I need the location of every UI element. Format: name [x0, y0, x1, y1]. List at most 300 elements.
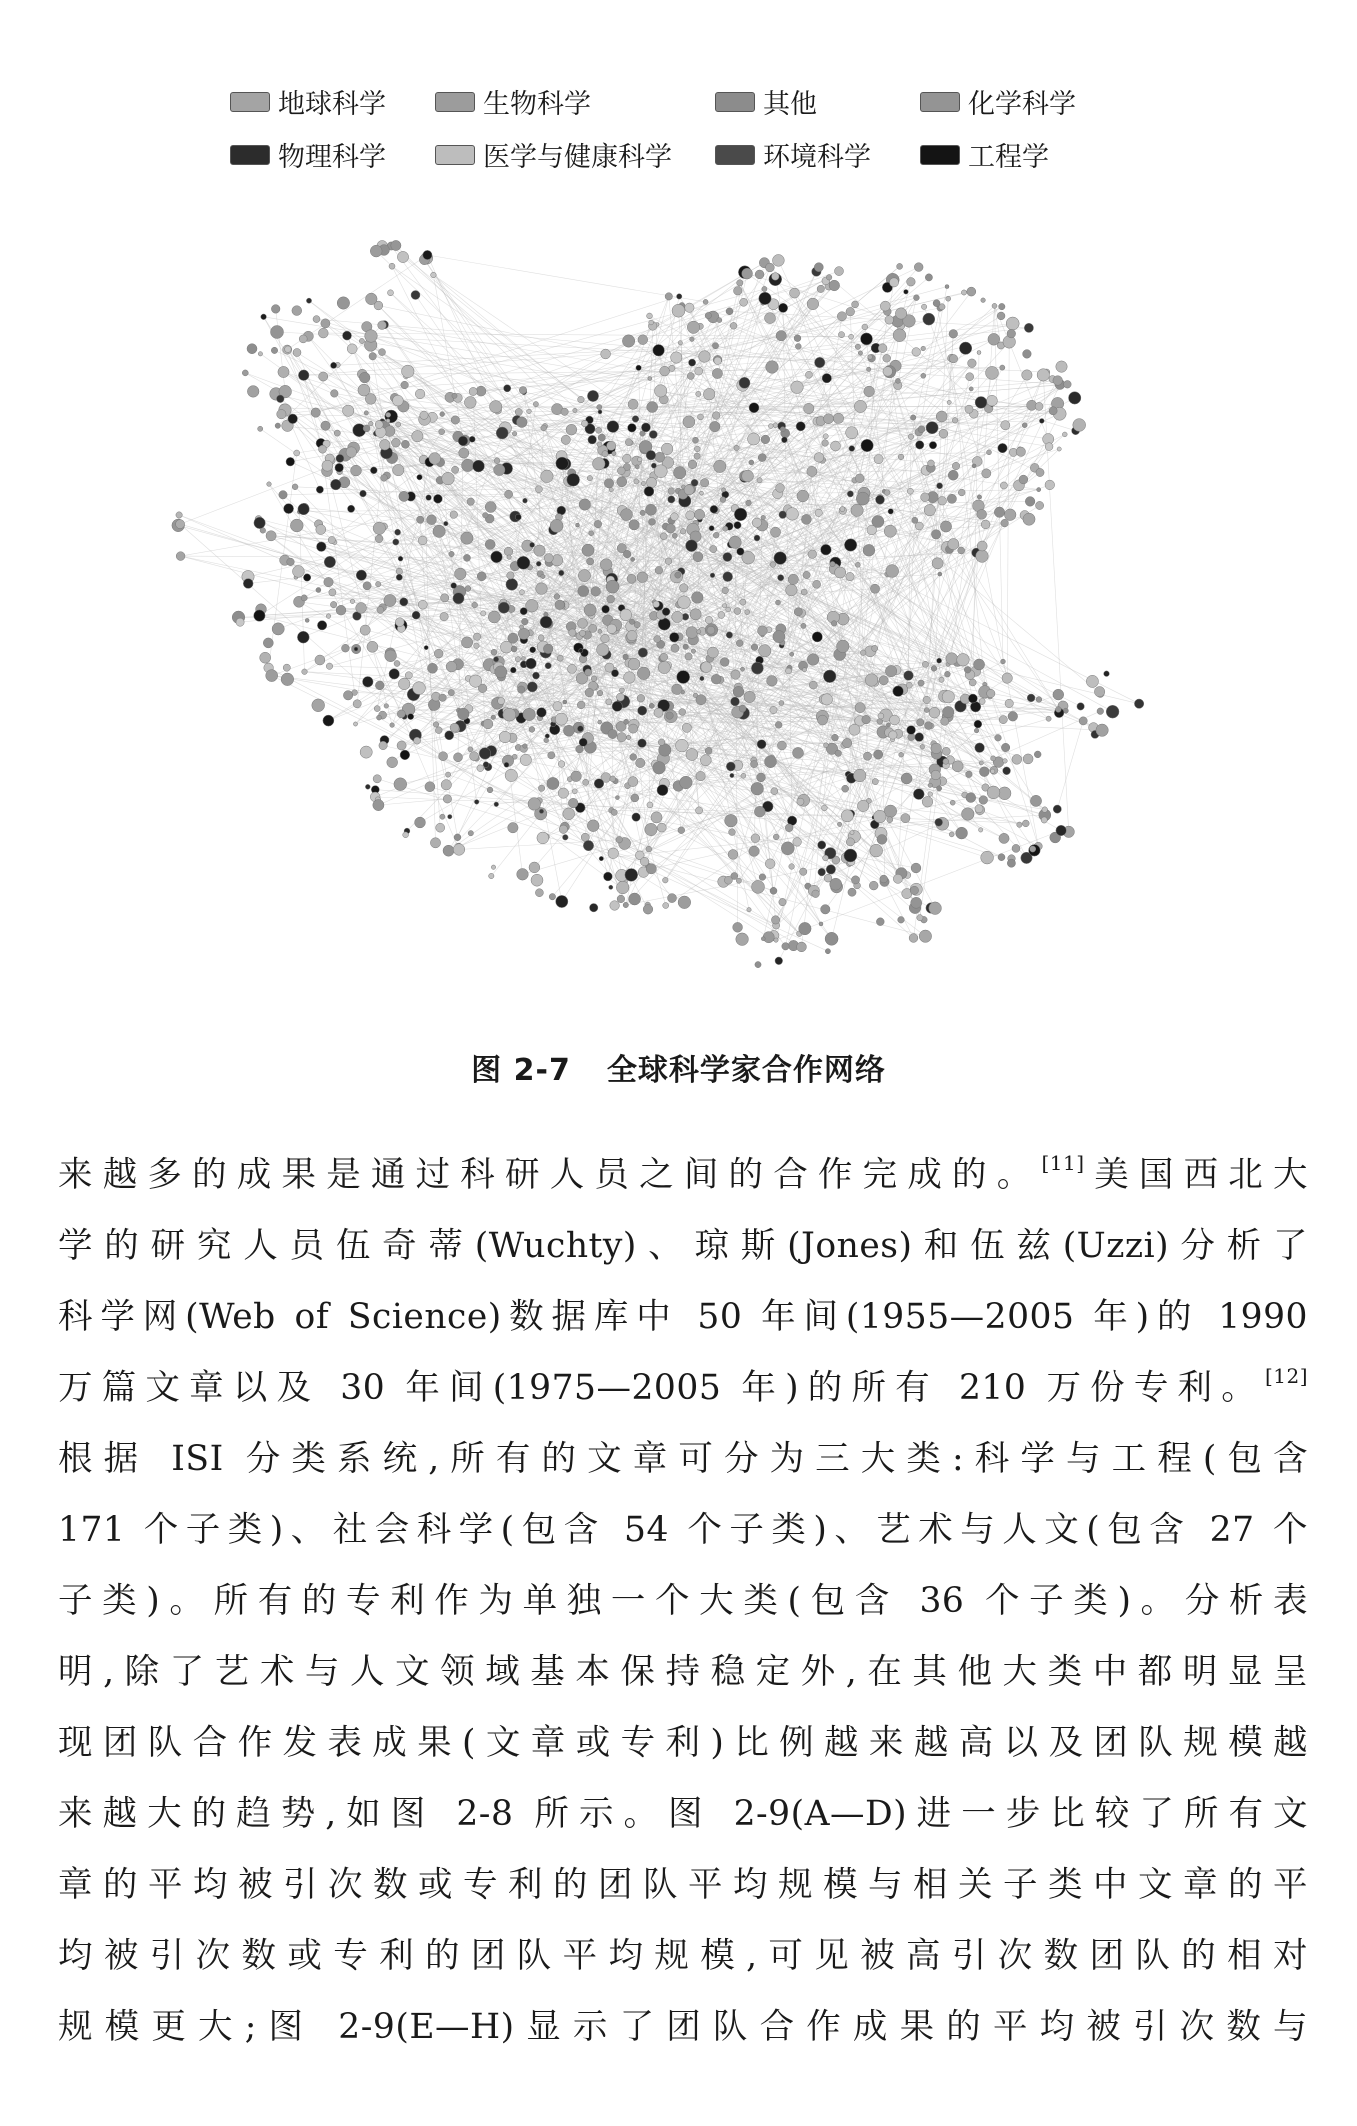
network-node	[741, 773, 746, 778]
network-node	[759, 874, 766, 881]
network-node	[734, 608, 741, 615]
network-node	[347, 344, 357, 354]
network-node	[911, 897, 922, 908]
network-node	[616, 836, 623, 843]
network-node	[677, 294, 682, 299]
network-node	[453, 844, 465, 856]
network-node	[464, 397, 476, 409]
network-node	[452, 466, 459, 473]
network-node	[598, 434, 605, 441]
network-node	[1055, 707, 1061, 713]
network-node	[654, 465, 667, 478]
network-node	[627, 630, 637, 640]
network-node	[833, 413, 843, 423]
network-node	[373, 522, 385, 534]
network-node	[831, 621, 837, 627]
network-node	[641, 423, 650, 432]
legend-item	[230, 135, 435, 174]
network-node	[634, 479, 639, 484]
network-edge	[427, 255, 705, 302]
network-node	[604, 872, 613, 881]
network-node	[863, 752, 871, 760]
network-node	[474, 800, 479, 805]
network-node	[694, 453, 700, 459]
network-node	[1064, 381, 1072, 389]
network-node	[665, 558, 672, 565]
line-text: 美国西北大	[1084, 1155, 1309, 1195]
network-node	[858, 800, 869, 811]
network-node	[770, 887, 777, 894]
network-node	[678, 896, 691, 909]
network-node	[821, 694, 832, 705]
network-node	[904, 290, 909, 295]
network-node	[379, 349, 386, 356]
network-node	[491, 649, 497, 655]
network-node	[510, 667, 516, 673]
network-node	[899, 752, 904, 757]
network-node	[529, 862, 540, 873]
network-node	[931, 666, 937, 672]
network-node	[797, 942, 807, 952]
network-node	[353, 700, 361, 708]
network-node	[499, 731, 511, 743]
network-node	[1053, 689, 1064, 700]
network-node	[636, 365, 641, 370]
network-node	[921, 493, 930, 502]
network-node	[629, 520, 639, 530]
network-node	[744, 691, 755, 702]
network-node	[541, 425, 547, 431]
network-node	[467, 498, 474, 505]
network-node	[392, 438, 401, 447]
network-node	[629, 619, 634, 624]
network-node	[975, 397, 987, 409]
text-line: 现团队合作发表成果(文章或专利)比例越来越高以及团队规模越	[58, 1723, 1308, 1763]
network-node	[534, 545, 545, 556]
network-node	[630, 754, 637, 761]
network-node	[561, 435, 570, 444]
network-node	[1007, 859, 1015, 867]
network-node	[822, 805, 828, 811]
network-node	[822, 440, 829, 447]
network-node	[611, 670, 618, 677]
network-node	[872, 645, 878, 651]
network-node	[598, 720, 602, 724]
network-node	[663, 903, 669, 909]
network-node	[298, 503, 309, 514]
network-node	[522, 618, 529, 625]
network-node	[461, 532, 473, 544]
network-node	[391, 240, 401, 250]
network-node	[572, 789, 577, 794]
network-node	[577, 726, 583, 732]
network-node	[479, 748, 491, 760]
network-node	[734, 508, 747, 521]
network-node	[1073, 419, 1086, 432]
network-node	[375, 421, 383, 429]
network-node	[517, 417, 528, 428]
network-node	[822, 374, 831, 383]
network-node	[979, 796, 988, 805]
network-node	[965, 405, 973, 413]
network-node	[872, 779, 878, 785]
network-node	[941, 717, 949, 725]
network-node	[1037, 488, 1041, 492]
network-node	[491, 715, 496, 720]
network-node	[1034, 751, 1041, 758]
network-node	[607, 624, 617, 634]
network-node	[448, 690, 454, 696]
network-node	[598, 410, 602, 414]
network-node	[588, 435, 597, 444]
network-node	[405, 672, 412, 679]
network-node	[628, 658, 640, 670]
network-node	[911, 415, 916, 420]
network-node	[799, 922, 811, 934]
network-node	[1023, 350, 1032, 359]
network-node	[897, 263, 903, 269]
network-node	[729, 536, 741, 548]
network-node	[657, 823, 666, 832]
network-node	[943, 759, 949, 765]
network-node	[862, 715, 871, 724]
network-node	[751, 662, 763, 674]
network-node	[1008, 712, 1018, 722]
network-node	[878, 344, 887, 353]
network-node	[847, 491, 853, 497]
text-line: 明,除了艺术与人文领域基本保持稳定外,在其他大类中都明显呈	[58, 1652, 1308, 1692]
network-node	[823, 434, 828, 439]
network-node	[628, 424, 637, 433]
line-text: 来越多的成果是通过科研人员之间的合作完成的。	[58, 1155, 1042, 1195]
network-node	[637, 667, 650, 680]
network-node	[814, 263, 823, 272]
network-node	[675, 572, 681, 578]
network-node	[938, 497, 947, 506]
network-node	[468, 831, 473, 836]
network-node	[1030, 795, 1041, 806]
network-node	[1097, 708, 1104, 715]
network-node	[387, 757, 398, 768]
network-node	[867, 367, 871, 371]
network-node	[946, 653, 958, 665]
network-node	[316, 486, 323, 493]
network-node	[453, 593, 464, 604]
network-node	[998, 854, 1005, 861]
network-node	[661, 443, 673, 455]
network-node	[831, 441, 841, 451]
network-node	[640, 510, 645, 515]
network-node	[305, 618, 309, 622]
network-node	[885, 316, 894, 325]
network-node	[931, 530, 940, 539]
network-node	[430, 838, 440, 848]
network-node	[734, 522, 741, 529]
network-node	[317, 621, 326, 630]
network-node	[448, 815, 452, 819]
network-node	[991, 769, 995, 773]
network-node	[922, 797, 933, 808]
network-node	[757, 478, 762, 483]
network-node	[579, 649, 583, 653]
network-node	[543, 644, 553, 654]
network-node	[979, 761, 983, 765]
network-node	[668, 488, 675, 495]
network-node	[987, 450, 992, 455]
network-node	[773, 423, 778, 428]
network-node	[617, 467, 625, 475]
network-node	[709, 526, 714, 531]
network-node	[849, 334, 854, 339]
network-node	[443, 845, 454, 856]
network-node	[884, 490, 890, 496]
network-node	[683, 644, 688, 649]
network-node	[649, 519, 656, 526]
network-node	[939, 677, 944, 682]
network-node	[870, 584, 879, 593]
network-node	[669, 365, 675, 371]
network-node	[617, 477, 627, 487]
network-node	[680, 584, 688, 592]
network-node	[689, 359, 696, 366]
network-node	[612, 451, 616, 455]
network-node	[483, 513, 489, 519]
network-node	[998, 787, 1011, 800]
citation-ref[interactable]: [11]	[1041, 1151, 1085, 1175]
network-node	[477, 765, 484, 772]
network-node	[901, 773, 912, 784]
network-node	[393, 395, 404, 406]
network-node	[511, 646, 517, 652]
network-node	[818, 715, 828, 725]
network-node	[1003, 759, 1008, 764]
network-node	[813, 580, 821, 588]
network-node	[682, 723, 691, 732]
network-node	[854, 400, 866, 412]
network-node	[397, 251, 408, 262]
network-node	[1024, 323, 1033, 332]
network-node	[801, 589, 807, 595]
network-node	[879, 676, 888, 685]
network-node	[386, 412, 391, 417]
figure-legend	[230, 82, 1130, 174]
network-node	[420, 411, 428, 419]
network-node	[602, 451, 608, 457]
network-node	[526, 658, 537, 669]
network-node	[886, 565, 899, 578]
network-node	[612, 701, 622, 711]
text-line: 根据 ISI 分类系统,所有的文章可分为三大类:科学与工程(包含	[58, 1439, 1308, 1479]
network-node	[601, 634, 610, 643]
network-node	[861, 439, 873, 451]
legend-swatch	[920, 145, 960, 165]
network-node	[558, 788, 568, 798]
network-node	[360, 625, 370, 635]
network-node	[451, 416, 459, 424]
network-node	[949, 355, 957, 363]
network-node	[817, 285, 824, 292]
network-node	[974, 659, 985, 670]
network-node	[439, 752, 448, 761]
network-node	[722, 587, 729, 594]
network-node	[646, 450, 656, 460]
network-node	[837, 640, 850, 653]
network-node	[909, 934, 918, 943]
network-node	[490, 401, 502, 413]
network-node	[658, 661, 670, 673]
network-node	[731, 697, 740, 706]
network-node	[628, 777, 638, 787]
network-node	[277, 410, 286, 419]
network-node	[370, 467, 377, 474]
citation-ref[interactable]: [12]	[1264, 1364, 1308, 1388]
network-node	[452, 393, 457, 398]
network-node	[342, 644, 350, 652]
network-node	[926, 422, 938, 434]
network-node	[600, 559, 612, 571]
network-node	[807, 466, 817, 476]
network-node	[375, 681, 384, 690]
network-node	[589, 531, 594, 536]
network-node	[616, 881, 629, 894]
network-node	[367, 641, 378, 652]
network-node	[852, 301, 859, 308]
network-node	[444, 521, 448, 525]
network-node	[761, 435, 770, 444]
network-node	[293, 566, 305, 578]
network-node	[776, 600, 781, 605]
network-node	[343, 691, 352, 700]
network-node	[893, 686, 904, 697]
legend-item	[920, 82, 1130, 121]
network-node	[254, 517, 265, 528]
network-node	[858, 351, 862, 355]
network-node	[659, 744, 671, 756]
network-node	[712, 412, 720, 420]
network-node	[384, 704, 389, 709]
network-node	[591, 676, 597, 682]
network-node	[923, 313, 935, 325]
network-node	[868, 355, 873, 360]
network-node	[576, 523, 580, 527]
network-node	[959, 342, 971, 354]
network-node	[323, 715, 334, 726]
network-node	[979, 767, 989, 777]
network-node	[578, 396, 585, 403]
network-node	[263, 638, 273, 648]
network-node	[773, 834, 779, 840]
legend-swatch	[920, 92, 960, 112]
network-node	[261, 314, 267, 320]
network-node	[986, 366, 999, 379]
legend-item	[435, 82, 715, 121]
network-node	[531, 874, 543, 886]
network-node	[685, 653, 692, 660]
network-node	[691, 479, 698, 486]
network-node	[247, 386, 259, 398]
network-node	[287, 558, 295, 566]
network-node	[966, 793, 976, 803]
network-node	[658, 618, 670, 630]
network-node	[835, 750, 841, 756]
network-node	[982, 469, 991, 478]
network-node	[979, 828, 983, 832]
network-node	[893, 874, 902, 883]
network-node	[700, 491, 704, 495]
network-node	[596, 427, 602, 433]
network-node	[812, 890, 820, 898]
network-node	[629, 893, 641, 905]
network-node	[553, 702, 562, 711]
legend-label: 地球科学	[278, 89, 386, 120]
legend-label: 其他	[763, 89, 817, 120]
network-node	[415, 389, 425, 399]
network-node	[597, 644, 609, 656]
network-node	[733, 686, 744, 697]
network-node	[1001, 519, 1009, 527]
network-node	[758, 454, 766, 462]
network-node	[236, 618, 244, 626]
network-node	[388, 290, 394, 296]
network-node	[373, 775, 381, 783]
network-node	[507, 555, 511, 559]
network-node	[1056, 361, 1067, 372]
network-node	[609, 885, 613, 889]
network-node	[324, 577, 333, 586]
network-node	[655, 385, 667, 397]
network-node	[842, 738, 851, 747]
network-node	[949, 330, 958, 339]
text-line: 子类)。所有的专利作为单独一个大类(包含 36 个子类)。分析表	[58, 1581, 1308, 1621]
network-node	[464, 554, 471, 561]
network-node	[749, 403, 759, 413]
legend-swatch	[230, 92, 270, 112]
network-node	[651, 812, 662, 823]
network-node	[649, 703, 654, 708]
network-node	[577, 701, 585, 709]
network-node	[439, 429, 445, 435]
network-node	[441, 594, 449, 602]
network-node	[759, 292, 771, 304]
network-node	[359, 372, 370, 383]
network-node	[1069, 392, 1081, 404]
network-node	[504, 762, 509, 767]
network-node	[623, 654, 629, 660]
network-node	[840, 507, 845, 512]
network-node	[477, 572, 486, 581]
network-node	[554, 594, 560, 600]
network-node	[829, 280, 840, 291]
network-node	[331, 362, 337, 368]
network-node	[389, 263, 395, 269]
network-node	[377, 606, 384, 613]
network-node	[617, 733, 626, 742]
network-node	[915, 522, 923, 530]
network-node	[862, 324, 868, 330]
network-node	[1106, 705, 1119, 718]
network-node	[373, 800, 384, 811]
network-node	[889, 731, 897, 739]
network-node	[260, 652, 271, 663]
text-line: 规模更大;图 2-9(E—H)显示了团队合作成果的平均被引次数与	[58, 2007, 1308, 2047]
network-node	[468, 747, 473, 752]
network-node	[707, 647, 718, 658]
network-node	[363, 677, 374, 688]
network-node	[631, 794, 639, 802]
network-node	[821, 905, 830, 914]
legend-item	[715, 135, 920, 174]
network-node	[724, 876, 732, 884]
